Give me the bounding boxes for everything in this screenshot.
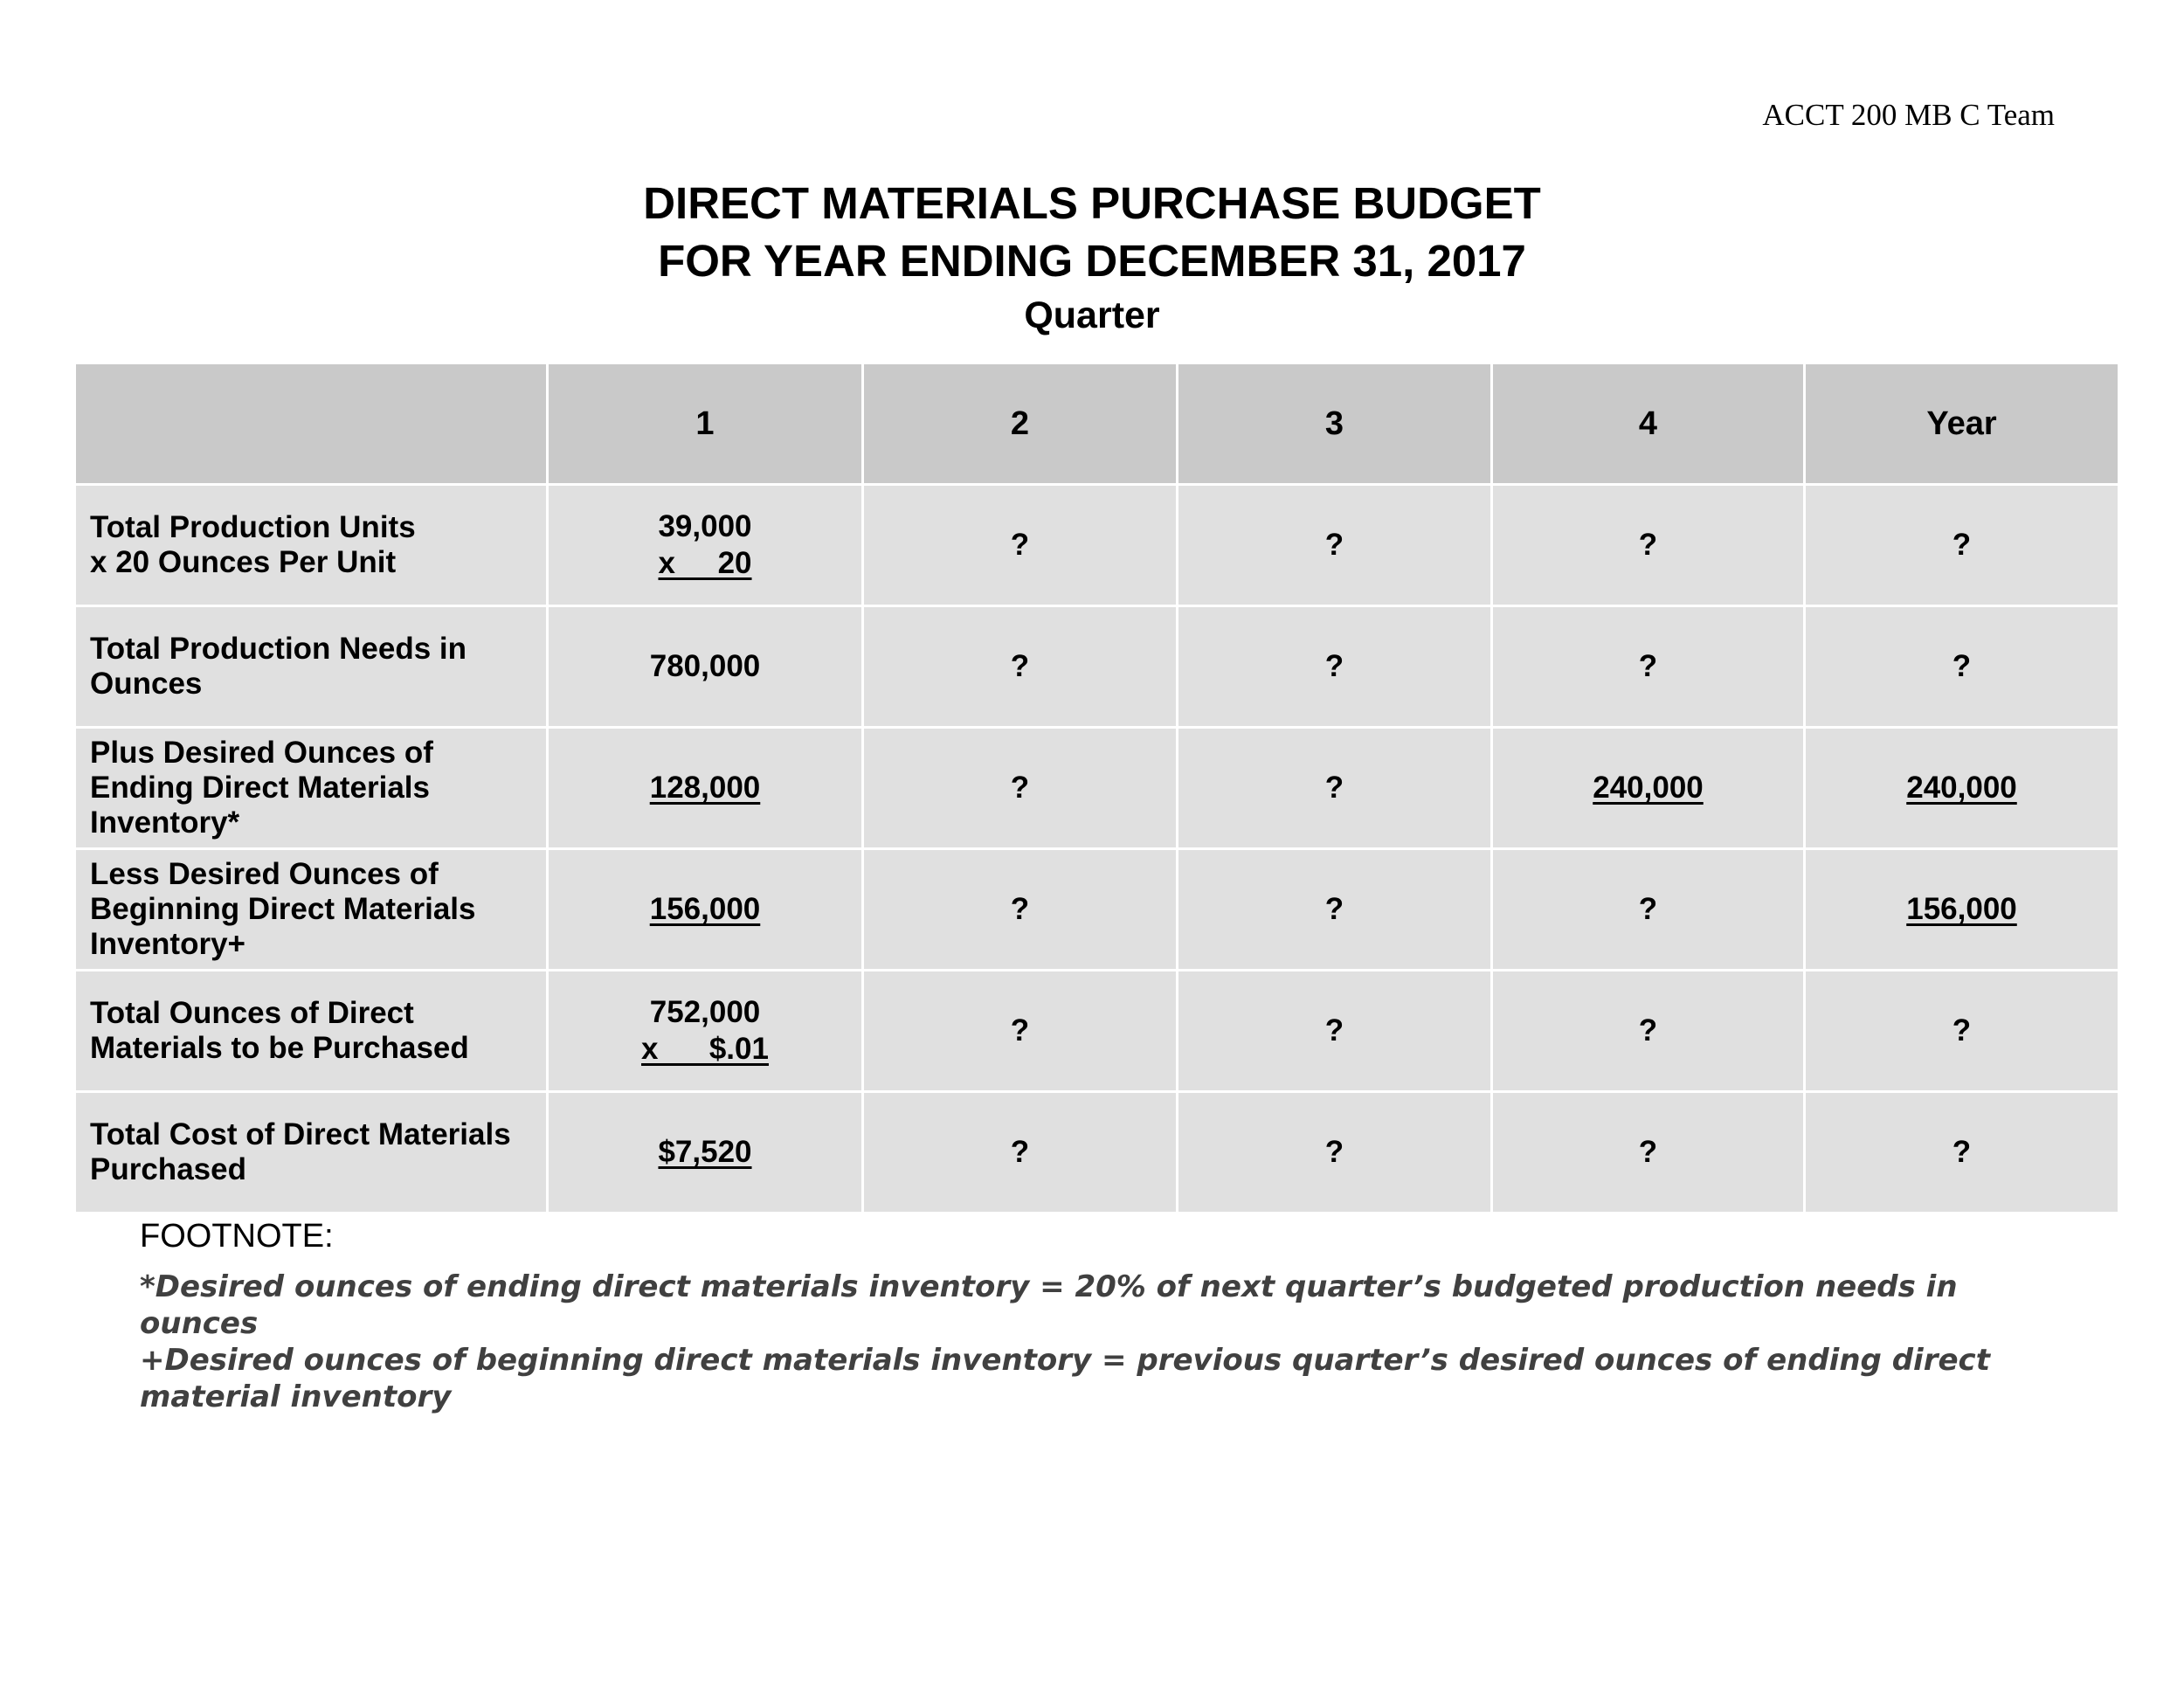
- row-label-line: Ounces: [90, 667, 203, 701]
- footnote-heading: FOOTNOTE:: [140, 1218, 334, 1255]
- cell-q1: [548, 1092, 863, 1213]
- cell-q2: ?: [863, 849, 1178, 971]
- table-row: [75, 485, 2119, 606]
- row-label-line: Plus Desired Ounces of: [90, 736, 433, 770]
- footnote-block: [140, 1216, 2044, 1415]
- row-label-line: Inventory*: [90, 805, 240, 840]
- column-header-q4: 4: [1492, 363, 1805, 485]
- cell-value: 39,000: [658, 509, 752, 543]
- table-row: [75, 971, 2119, 1092]
- cell-q4: ?: [1492, 1092, 1805, 1213]
- row-label-line: x 20 Ounces Per Unit: [90, 545, 397, 579]
- cell-year: ?: [1805, 485, 2119, 606]
- footnote-line: *Desired ounces of ending direct materials inventory = 20% of next quarter’s budgeted production needs in: [140, 1269, 1958, 1304]
- cell-value: 752,000: [649, 995, 761, 1029]
- row-label-line: Materials to be Purchased: [90, 1031, 469, 1065]
- cell-multiplier: x $.01: [641, 1032, 769, 1066]
- cell-q4: ?: [1492, 606, 1805, 728]
- row-label-line: Purchased: [90, 1152, 246, 1186]
- cell-value: 240,000: [1593, 771, 1704, 805]
- cell-q3: ?: [1178, 849, 1492, 971]
- cell-q4: ?: [1492, 971, 1805, 1092]
- footnote-line: +Desired ounces of beginning direct materials inventory = previous quarter’s desired ounces of ending direct: [140, 1343, 1990, 1378]
- cell-q2: ?: [863, 1092, 1178, 1213]
- cell-q2: ?: [863, 971, 1178, 1092]
- column-header-q1: 1: [548, 363, 863, 485]
- cell-value: $7,520: [658, 1135, 752, 1169]
- row-label: [75, 606, 548, 728]
- row-label-line: Inventory+: [90, 927, 245, 961]
- budget-period: FOR YEAR ENDING DECEMBER 31, 2017: [658, 236, 1526, 286]
- cell-year: [1805, 728, 2119, 849]
- quarter-heading: Quarter: [1024, 294, 1160, 336]
- cell-value: 156,000: [1906, 892, 2017, 926]
- cell-q3: ?: [1178, 728, 1492, 849]
- cell-q3: ?: [1178, 1092, 1492, 1213]
- table-row: [75, 728, 2119, 849]
- row-label-line: Total Ounces of Direct: [90, 996, 414, 1030]
- row-label: [75, 1092, 548, 1213]
- budget-title-block: [0, 175, 2184, 341]
- row-label: [75, 971, 548, 1092]
- row-label-line: Total Cost of Direct Materials: [90, 1117, 511, 1151]
- cell-multiplier: x 20: [658, 546, 752, 580]
- row-label-line: Beginning Direct Materials: [90, 892, 476, 926]
- cell-value: 156,000: [649, 892, 761, 926]
- cell-year: ?: [1805, 1092, 2119, 1213]
- cell-year: ?: [1805, 971, 2119, 1092]
- cell-q1: [548, 971, 863, 1092]
- row-label: [75, 485, 548, 606]
- footnote-line: material inventory: [140, 1379, 452, 1414]
- table-row: [75, 1092, 2119, 1213]
- cell-q2: ?: [863, 728, 1178, 849]
- cell-q2: ?: [863, 606, 1178, 728]
- column-header-q3: 3: [1178, 363, 1492, 485]
- footnote-beginning-inventory: [140, 1342, 2044, 1415]
- table-row: [75, 849, 2119, 971]
- cell-q1: [548, 849, 863, 971]
- cell-q1: 780,000: [548, 606, 863, 728]
- course-team-label: ACCT 200 MB C Team: [1762, 98, 2055, 132]
- row-label: [75, 728, 548, 849]
- column-header-label: [75, 363, 548, 485]
- cell-q1: [548, 728, 863, 849]
- column-header-q2: 2: [863, 363, 1178, 485]
- row-label-line: Ending Direct Materials: [90, 771, 430, 805]
- row-label-line: Less Desired Ounces of: [90, 857, 439, 891]
- cell-q4: ?: [1492, 849, 1805, 971]
- row-label-line: Total Production Needs in: [90, 632, 467, 666]
- footnote-ending-inventory: [140, 1269, 2044, 1342]
- budget-table: [73, 362, 2120, 1214]
- row-label-line: Total Production Units: [90, 510, 416, 544]
- cell-value: 240,000: [1906, 771, 2017, 805]
- table-header-row: [75, 363, 2119, 485]
- cell-year: [1805, 849, 2119, 971]
- cell-q1: [548, 485, 863, 606]
- row-label: [75, 849, 548, 971]
- column-header-year: Year: [1805, 363, 2119, 485]
- footnote-line: ounces: [140, 1306, 259, 1341]
- cell-q4: ?: [1492, 485, 1805, 606]
- cell-value: 128,000: [649, 771, 761, 805]
- cell-q2: ?: [863, 485, 1178, 606]
- cell-q3: ?: [1178, 971, 1492, 1092]
- budget-title: DIRECT MATERIALS PURCHASE BUDGET: [643, 178, 1541, 228]
- cell-year: ?: [1805, 606, 2119, 728]
- cell-q3: ?: [1178, 606, 1492, 728]
- cell-q3: ?: [1178, 485, 1492, 606]
- cell-q4: [1492, 728, 1805, 849]
- table-row: [75, 606, 2119, 728]
